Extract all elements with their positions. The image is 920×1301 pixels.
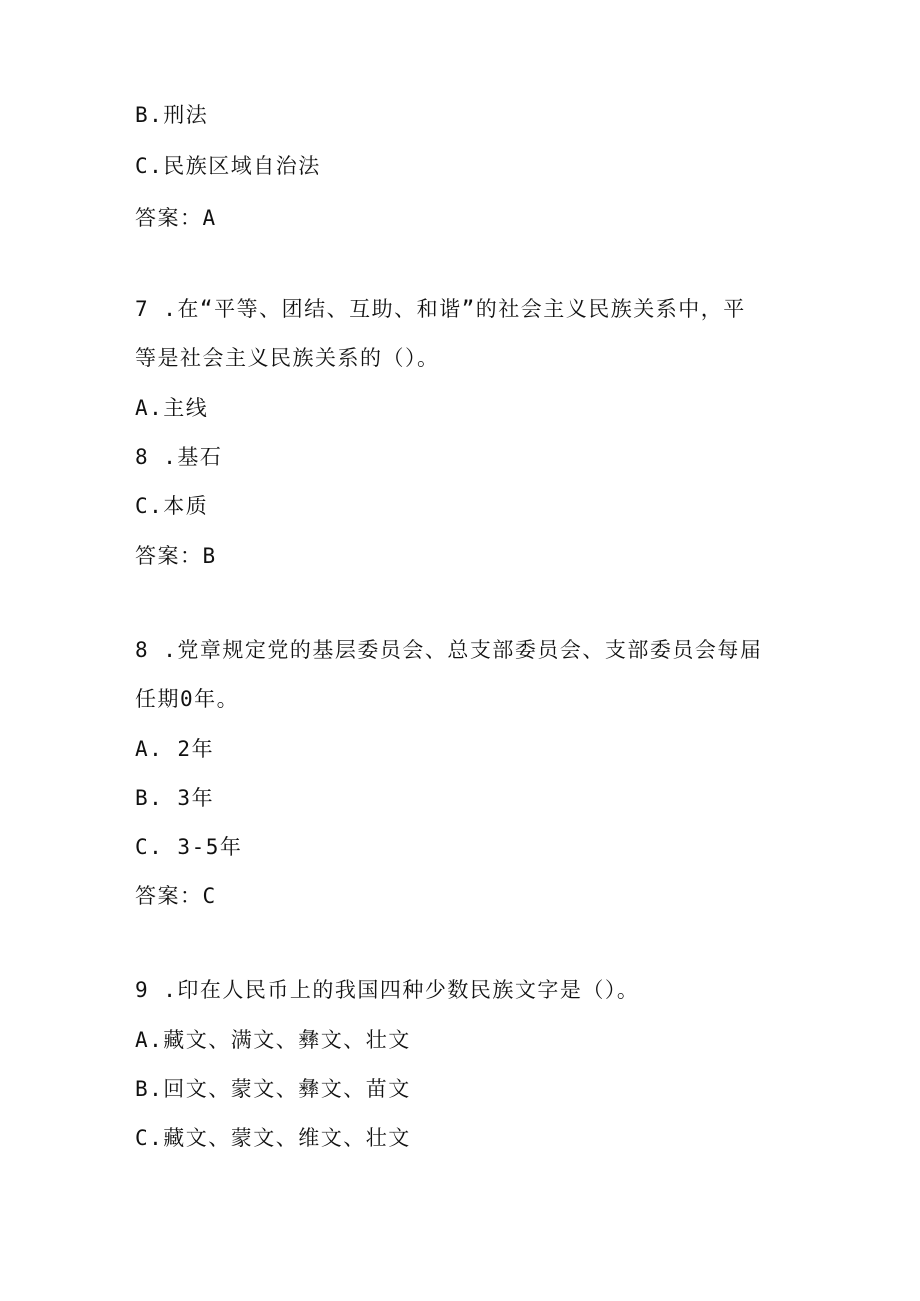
q8-option-c: C. 3-5年	[135, 835, 243, 859]
q7-stem-line-2: 等是社会主义民族关系的（）。	[135, 346, 440, 370]
q8-stem-line-1: 8 .党章规定党的基层委员会、总支部委员会、支部委员会每届	[135, 638, 763, 662]
q8-option-b: B. 3年	[135, 786, 215, 810]
q9-option-a: A.藏文、满文、彝文、壮文	[135, 1028, 411, 1052]
q6-option-b: B.刑法	[135, 103, 209, 127]
q6-option-c: C.民族区域自治法	[135, 154, 321, 178]
q7-answer: 答案：B	[135, 544, 217, 568]
q9-option-c: C.藏文、蒙文、维文、壮文	[135, 1126, 411, 1150]
q7-option-c: C.本质	[135, 494, 209, 518]
q8-stem-line-2: 任期0年。	[135, 687, 240, 711]
q6-answer: 答案：A	[135, 206, 217, 230]
q7-option-b: 8 .基石	[135, 445, 223, 469]
q9-stem: 9 .印在人民币上的我国四种少数民族文字是（）。	[135, 978, 640, 1002]
q7-stem-line-1: 7 .在“平等、团结、互助、和谐”的社会主义民族关系中，平	[135, 297, 746, 321]
q8-option-a: A. 2年	[135, 737, 215, 761]
q8-answer: 答案：C	[135, 884, 217, 908]
q7-option-a: A.主线	[135, 396, 209, 420]
q9-option-b: B.回文、蒙文、彝文、苗文	[135, 1077, 411, 1101]
